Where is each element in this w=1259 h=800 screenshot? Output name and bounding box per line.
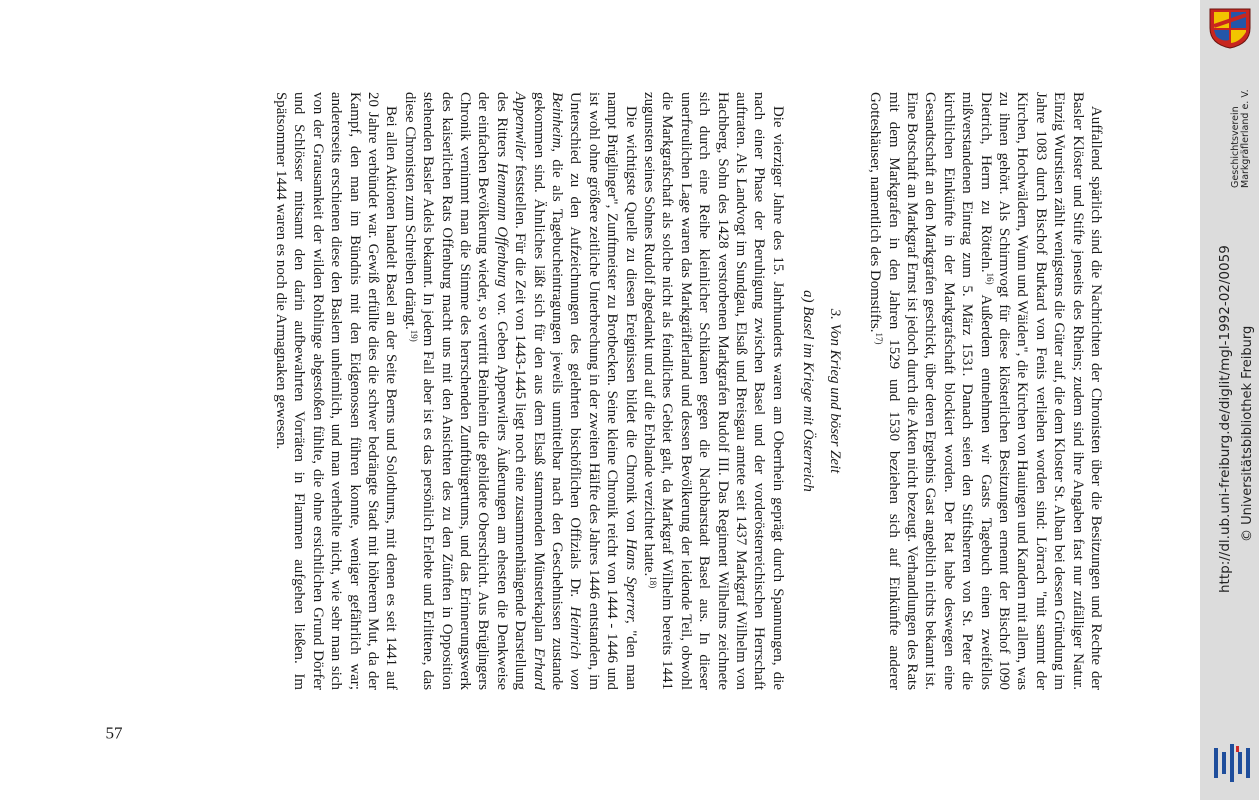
paragraph: [866, 92, 1105, 690]
footnote-marker: 16): [984, 272, 995, 285]
society-name-line-2: Markgräflerland e. V.: [1240, 89, 1251, 188]
paragraph: [400, 92, 639, 690]
paragraph-text: vor. Geben Appenwilers Äußerungen am ehesten die Denkweise der einfachen Bevölkerung wieder, so vertritt Beinheim die gebildete Oberschicht. Aus Brüglingers Chronik vernimmt man die Stimme des herrschenden Zunftbürgertums, und das Erinnerungswerk des kaiserlichen Rats Offenburg macht uns mit den Ansichten des zu den Zünften in Opposition stehenden Basler Adels bekannt. In jedem Fall aber ist es das persönlich Erlebte und Erlittene, das diese Chronisten zum Schreiben drängt.: [401, 92, 510, 690]
copyright-notice: © Universitätsbibliothek Freiburg: [1240, 325, 1255, 542]
footnote-marker: 19): [408, 329, 419, 342]
paragraph-text: die als Tagebucheintragungen jeweils unmittelbar nach den Geschehnissen zustande gekommen sind. Ähnliches läßt sich für den aus dem Elsaß stammenden Münsterkaplan: [530, 92, 566, 690]
page-number: 57: [105, 723, 123, 743]
subsection-heading: a) Basel im Kriege mit Österreich: [800, 290, 817, 492]
paragraph-text: "den man nampt Brüglinger", Zunftmeister zu Brotbecken. Seine kleine Chronik reicht von 1444 - 1446 und ist wohl ohne größere zeitliche Unterbrechung in der zweiten Hälfte des Jahres 1446 entstanden, im Unterschied zu den Aufzeichnungen des gelehrten bischöflichen Offizials Dr.: [567, 92, 639, 690]
section-heading: 3. Von Krieg und böser Zeit: [826, 308, 843, 474]
paragraph-text: Die vierziger Jahre des 15. Jahrhunderts waren am Oberrhein geprägt durch Spannungen, die nach einer Phase der Beruhigung zwischen Basel und der vorderösterreichischen Herrschaft auftraten. Als Landvogt im Sundgau, Elsaß und Breisgau amtete seit 1437 Markgraf Wilhelm von Hachberg, Sohn des 1428 verstorbenen Markgrafen Rudolf III. Das Regiment Wilhelms zeichnete sich durch eine Reihe kleinlicher Schikanen gegen die Nachbarstadt Basel aus. In dieser unerfreulichen Lage waren das Markgräflerland und dessen Bevölkerung der leidende Teil, obwohl die Markgrafschaft als solche nicht als feindliches Gebiet galt, da Markgraf Wilhelm bereits 1441 zugunsten seines Sohnes Rudolf abgedankt und auf die Erblande verzichtet hatte.: [641, 92, 786, 690]
paragraph: [272, 92, 401, 690]
chronicler-name: Henmann Offenburg: [493, 162, 510, 288]
paragraph-text: Außerdem entnehmen wir Gasts Tagebuch einen zweifellos mißverstandenen Eintrag zum 5. März 1531. Danach seien den Stiftsherren von St. Peter die kirchlichen Einkünfte in der Markgrafschaft blockiert worden. Der Rat habe deswegen eine Gesandtschaft an den Markgrafen geschickt, über deren Ergebnis Gast angeblich nichts bekannt ist. Eine Botschaft an Markgraf Ernst ist jedoch durch die Akten nicht bezeugt. Verhandlungen des Rats mit dem Markgrafen in den Jahren 1529 und 1530 beziehen sich auf Einkünfte anderer Gotteshäuser, namentlich des Domstifts.: [867, 92, 994, 691]
page-text-body: [272, 92, 1105, 690]
society-name-line-1: Geschichtsverein: [1230, 106, 1241, 188]
chronicler-name: Hans Sperrer,: [622, 538, 639, 624]
footnote-marker: 17): [874, 332, 885, 345]
chronicler-name: Erhard Appenwiler: [512, 92, 547, 690]
paragraph: [640, 92, 787, 690]
paragraph-text: Bei allen Aktionen handelt Basel an der Seite Berns und Solothurns, mit denen es seit 1441 auf 20 Jahre verbündet war. Gewiß erfüllte dies die schwer bedrängte Stadt mit höherem Mut, da der Kampf, den man im Bündnis mit den Eidgenossen führen konnte, weniger gefährlich war; andererseits erschienen diese den Baslern unheimlich, und man verhehlte nicht, wie sehr man sich von der Grausamkeit der wilden Rohlinge abgestoßen fühlte, die ohne ersichtlichen Grund Dörfer und Schlösser mitsamt den darin aufbewahrten Vorräten in Flammen aufgehen ließen. Im Spätsommer 1444 waren es noch die Armagnaken gewesen.: [272, 92, 400, 690]
paragraph-text: feststellen. Für die Zeit von 1443-1445 liegt noch eine zusammenhängende Darstellung des Ritters: [493, 92, 529, 690]
footnote-marker: 18): [648, 576, 659, 589]
university-library-logo-icon: [1210, 742, 1252, 784]
coat-of-arms-icon: [1206, 6, 1254, 50]
paragraph-text: Auffallend spärlich sind die Nachrichten der Chronisten über die Besitzungen und Rechte der Basler Klöster und Stifte jenseits des Rheins; zudem sind ihre Angaben fast nur zufälliger Natur. Einzig Wurstisen zählt wenigstens die Güter auf, die dem Kloster St. Alban bei dessen Gründung im Jahre 1083 durch Bischof Burkard von Fenis verliehen worden sind: Lörrach "mit sammt der Kirchen, Hochwäldern, Wunn und Wäiden", die Kirchen von Hauingen und Kandern mit allem, was zu ihnen gehört. Als Schirmvogt für diese klösterlichen Besitzungen ernennt der Bischof 1090 Dietrich, Herrn zu Rötteln.: [977, 92, 1104, 690]
chronicler-name: Heinrich von Beinheim,: [549, 92, 584, 691]
document-url-link[interactable]: http://dl.ub.uni-freiburg.de/diglit/mgl-1992-02/0059: [1217, 245, 1233, 593]
paragraph-text: Die wichtigste Quelle zu diesen Ereignissen bildet die Chronik von: [622, 106, 639, 539]
